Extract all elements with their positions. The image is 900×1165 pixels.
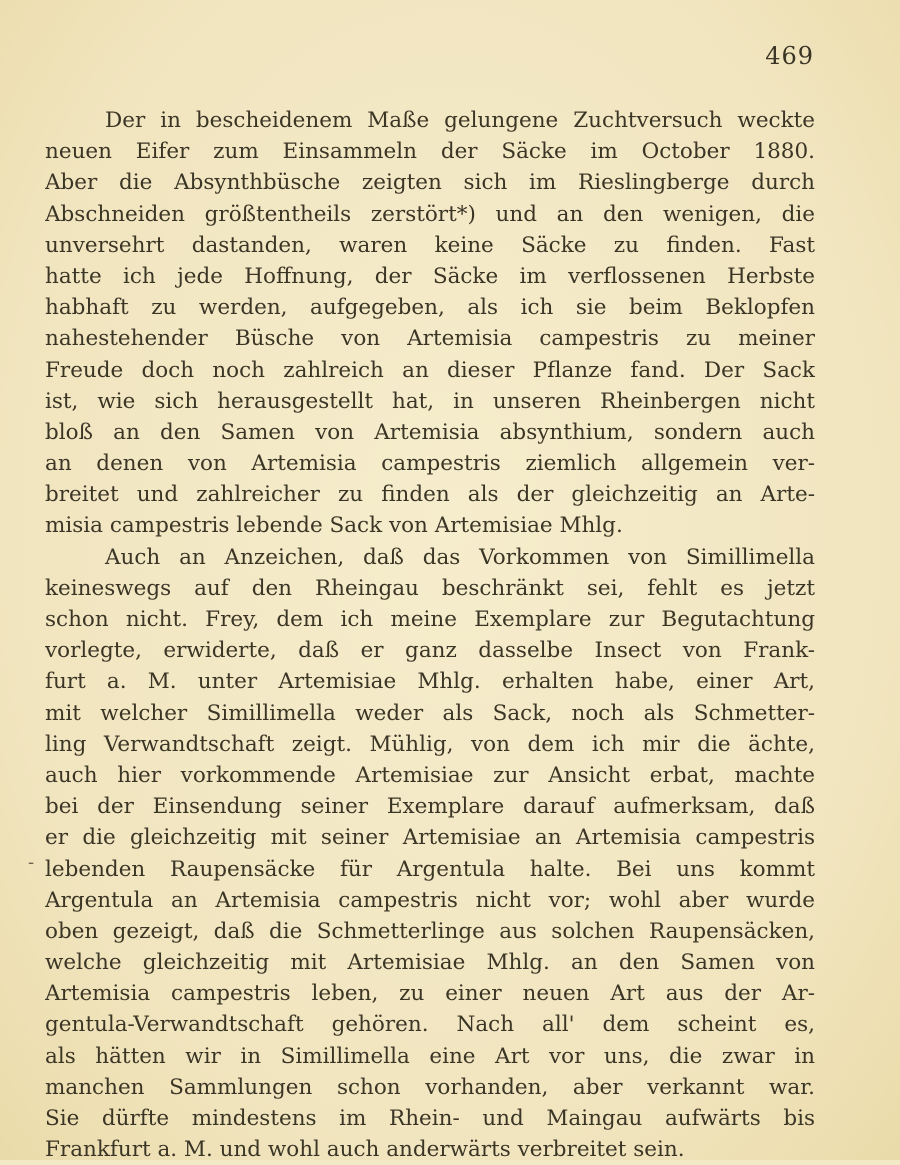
margin-mark: - (28, 852, 35, 873)
text-line: schon nicht. Frey, dem ich meine Exemplare zur Begutachtung (45, 607, 815, 632)
text-line: habhaft zu werden, aufgegeben, als ich sie beim Beklopfen (45, 295, 815, 321)
text-line: ist, wie sich herausgestellt hat, in unseren Rheinbergen nicht (45, 388, 815, 414)
text-line: manchen Sammlungen schon vorhanden, aber verkannt war. (45, 1074, 815, 1100)
page-number: 469 (765, 42, 814, 70)
text-line: gentula-Verwandtschaft gehören. Nach all' dem scheint es, (45, 1012, 815, 1038)
text-line: bei der Einsendung seiner Exemplare darauf aufmerksam, daß (45, 794, 815, 820)
text-line: an denen von Artemisia campestris ziemlich allgemein ver- (45, 451, 815, 477)
text-line: ling Verwandtschaft zeigt. Mühlig, von dem ich mir die ächte, (45, 731, 815, 757)
text-line: auch hier vorkommende Artemisiae zur Ansicht erbat, machte (45, 762, 815, 788)
text-line: hatte ich jede Hoffnung, der Säcke im verflossenen Herbste (45, 263, 815, 289)
text-line: furt a. M. unter Artemisiae Mhlg. erhalten habe, einer Art, (45, 669, 815, 695)
text-line: als hätten wir in Simillimella eine Art vor uns, die zwar in (45, 1043, 815, 1069)
text-line: Abschneiden größtentheils zerstört*) und an den wenigen, die (45, 201, 815, 227)
text-line: unversehrt dastanden, waren keine Säcke zu finden. Fast (45, 232, 815, 258)
text-line: mit welcher Simillimella weder als Sack, noch als Schmetter- (45, 700, 815, 726)
text-line: neuen Eifer zum Einsammeln der Säcke im October 1880. (45, 139, 815, 165)
text-line: Artemisia campestris leben, zu einer neuen Art aus der Ar- (45, 981, 815, 1007)
text-line: Auch an Anzeichen, daß das Vorkommen von Simillimella (105, 544, 815, 570)
text-line: misia campestris lebende Sack von Artemisiae Mhlg. (45, 513, 623, 539)
text-line: breitet und zahlreicher zu finden als der gleichzeitig an Arte- (45, 482, 815, 508)
text-line: vorlegte, erwiderte, daß er ganz dasselbe Insect von Frank- (45, 638, 815, 664)
text-line: Freude doch noch zahlreich an dieser Pflanze fand. Der Sack (45, 357, 815, 383)
text-line: Frankfurt a. M. und wohl auch anderwärts verbreitet sein. (45, 1137, 685, 1163)
text-line: Aber die Absynthbüsche zeigten sich im Rieslingberge durch (45, 170, 815, 196)
text-line: Argentula an Artemisia campestris nicht vor; wohl aber wurde (45, 887, 815, 913)
body-text (45, 105, 815, 1165)
text-line: oben gezeigt, daß die Schmetterlinge aus solchen Raupensäcken, (45, 918, 815, 944)
text-line: Sie dürfte mindestens im Rhein- und Maingau aufwärts bis (45, 1106, 815, 1131)
text-line: nahestehender Büsche von Artemisia campestris zu meiner (45, 326, 815, 352)
text-line: keineswegs auf den Rheingau beschränkt sei, fehlt es jetzt (45, 575, 815, 601)
text-line: er die gleichzeitig mit seiner Artemisiae an Artemisia campestris (45, 825, 815, 851)
text-line: welche gleichzeitig mit Artemisiae Mhlg. an den Samen von (45, 950, 815, 976)
text-line: bloß an den Samen von Artemisia absynthium, sondern auch (45, 419, 815, 445)
text-line: Der in bescheidenem Maße gelungene Zuchtversuch weckte (105, 108, 815, 133)
text-line: lebenden Raupensäcke für Argentula halte. Bei uns kommt (45, 856, 815, 882)
